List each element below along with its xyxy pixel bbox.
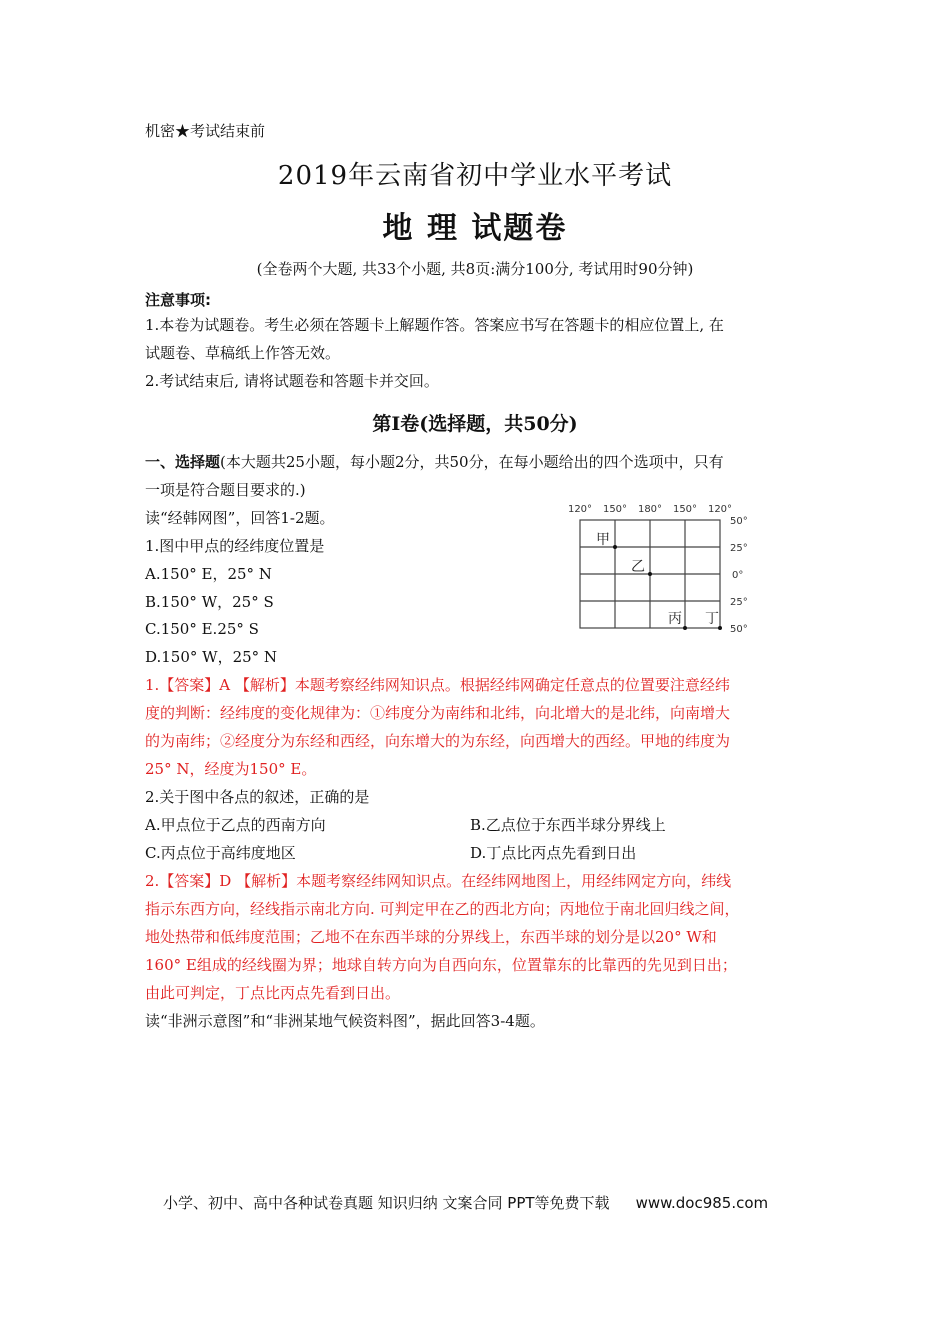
reading-prompt-2: 读“非洲示意图”和“非洲某地气候资料图”，据此回答3-4题。: [145, 1012, 545, 1030]
q1-option-b: B.150° W，25° S: [145, 593, 274, 611]
section-title: 第Ⅰ卷(选择题，共50分): [372, 413, 578, 435]
point-bing-marker: [683, 626, 687, 630]
lon-label: 180°: [637, 504, 663, 515]
q2-answer-line: 由此可判定，丁点比丙点先看到日出。: [145, 984, 401, 1002]
part-label: 一、选择题: [145, 453, 221, 471]
q1-option-a: A.150° E，25° N: [145, 565, 272, 583]
reading-prompt-1: 读“经韩网图”，回答1-2题。: [145, 509, 335, 527]
point-bing-label: 丙: [668, 611, 682, 627]
exam-subtitle: 地 理 试题卷: [382, 211, 568, 246]
q2-answer-line: 地处热带和低纬度范围；乙地不在东西半球的分界线上，东西半球的划分是以20° W和: [145, 928, 717, 946]
part-description-cont: 一项是符合题目要求的.): [145, 481, 306, 499]
lon-label: 120°: [567, 504, 593, 515]
q2-option-a: A.甲点位于乙点的西南方向: [145, 816, 326, 834]
confidential-label: 机密★考试结束前: [145, 122, 266, 140]
point-jia-label: 甲: [596, 532, 610, 548]
notice-line-1: 1.本卷为试题卷。考生必须在答题卡上解题作答。答案应书写在答题卡的相应位置上, 在: [145, 316, 724, 334]
exam-title: 2019年云南省初中学业水平考试: [277, 161, 673, 191]
q1-stem: 1.图中甲点的经纬度位置是: [145, 537, 325, 555]
point-yi-label: 乙: [631, 559, 645, 575]
exam-info: (全卷两个大题, 共33个小题, 共8页:满分100分, 考试用时90分钟): [256, 260, 694, 278]
q2-answer-line: 2.【答案】D 【解析】本题考察经纬网知识点。在经纬网地图上，用经纬网定方向，纬线: [145, 872, 732, 890]
lon-label: 120°: [707, 504, 733, 515]
lat-label: 50°: [730, 516, 748, 527]
part-description: (本大题共25小题，每小题2分，共50分，在每小题给出的四个选项中，只有: [220, 453, 724, 471]
lon-label: 150°: [672, 504, 698, 515]
q2-option-b: B.乙点位于东西半球分界线上: [470, 816, 666, 834]
q1-answer-line: 1.【答案】A 【解析】本题考察经纬网知识点。根据经纬网确定任意点的位置要注意经纬: [145, 676, 730, 694]
footer-text: 小学、初中、高中各种试卷真题 知识归纳 文案合同 PPT等免费下载: [163, 1194, 610, 1212]
notice-line-2: 2.考试结束后, 请将试题卷和答题卡并交回。: [145, 372, 439, 390]
lat-label: 25°: [730, 597, 748, 608]
q2-option-c: C.丙点位于高纬度地区: [145, 844, 296, 862]
q2-answer-line: 160° E组成的经线圈为界；地球自转方向为自西向东，位置靠东的比靠西的先见到日出；: [145, 956, 737, 974]
q1-answer-line: 的为南纬；②经度分为东经和西经，向东增大的为东经，向西增大的西经。甲地的纬度为: [145, 732, 731, 750]
part-heading: [145, 452, 724, 472]
point-ding-label: 丁: [705, 611, 719, 627]
q2-option-d: D.丁点比丙点先看到日出: [470, 844, 637, 862]
lat-label: 0°: [732, 570, 744, 581]
notice-heading: 注意事项:: [145, 291, 211, 309]
point-yi-marker: [648, 572, 652, 576]
q2-stem: 2.关于图中各点的叙述，正确的是: [145, 788, 370, 806]
notice-line-1-cont: 试题卷、草稿纸上作答无效。: [145, 344, 341, 362]
footer: [163, 1192, 768, 1213]
lon-label: 150°: [602, 504, 628, 515]
lat-label: 50°: [730, 624, 748, 635]
q1-option-c: C.150° E.25° S: [145, 620, 259, 638]
q1-answer-line: 25° N，经度为150° E。: [145, 760, 317, 778]
point-jia-marker: [613, 545, 617, 549]
q2-answer-line: 指示东西方向，经线指示南北方向. 可判定甲在乙的西北方向；丙地位于南北回归线之间，: [145, 900, 740, 918]
lat-lon-grid-map: [560, 498, 770, 650]
q1-option-d: D.150° W，25° N: [145, 648, 278, 666]
footer-url[interactable]: www.doc985.com: [635, 1194, 769, 1212]
q1-answer-line: 度的判断：经纬度的变化规律为：①纬度分为南纬和北纬，向北增大的是北纬，向南增大: [145, 704, 731, 722]
lat-label: 25°: [730, 543, 748, 554]
